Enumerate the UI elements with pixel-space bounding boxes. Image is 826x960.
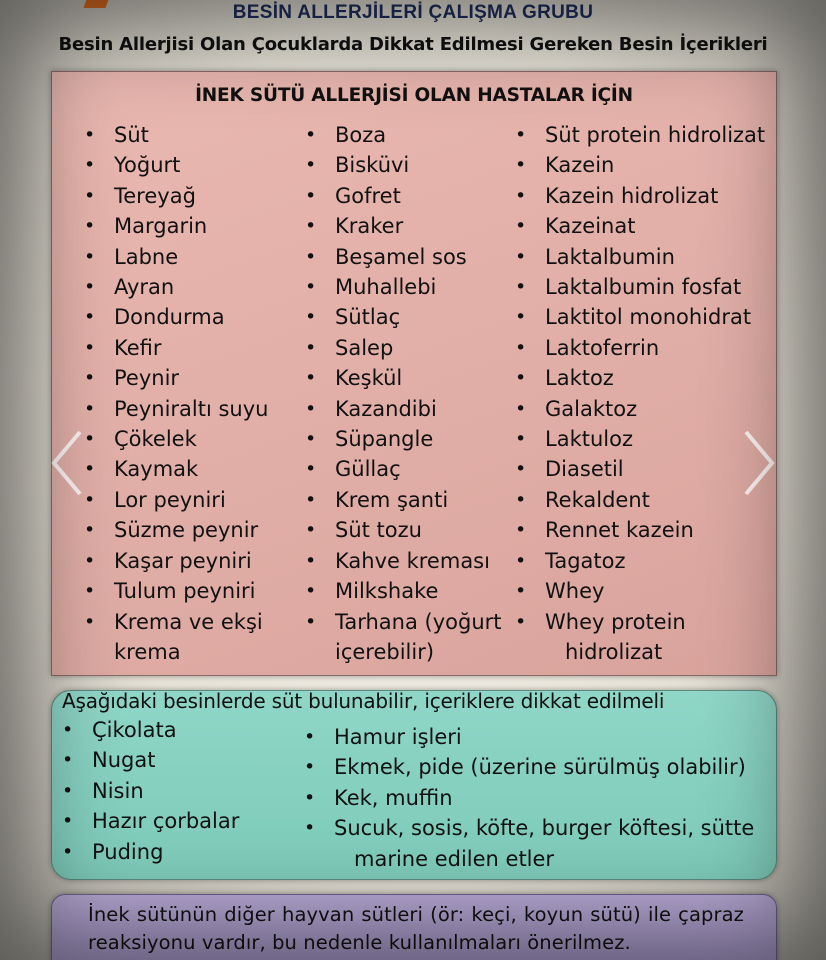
list-item: • Labne [84,242,268,272]
list-item: • Çikolata [62,715,239,745]
list-item: • Peyniraltı suyu [84,394,268,424]
list-item: • Nugat [62,745,239,775]
list-item: • Peynir [84,363,268,393]
list-item: • Kaymak [84,454,268,484]
list-item: • Çökelek [84,424,268,454]
list-item: • Tulum peyniri [84,576,268,606]
organization-title: BESİN ALLERJİLERİ ÇALIŞMA GRUBU [232,2,594,23]
list-item: • Laktalbumin [515,242,765,272]
list-item: • Kazeinat [515,211,765,241]
list-item: • Tereyağ [84,181,268,211]
list-item: • Krem şanti [305,485,502,515]
list-item: • Puding [62,837,239,867]
list-item: • Yoğurt [84,150,268,180]
panel-header: Aşağıdaki besinlerde süt bulunabilir, içeriklere dikkat edilmeli [62,689,665,713]
list-item: • Salep [305,333,502,363]
list-item: • Rekaldent [515,485,765,515]
chevron-left-icon[interactable] [48,428,88,498]
list-item: • Ayran [84,272,268,302]
list-item: • Kahve kreması [305,546,502,576]
list-item: • Milkshake [305,576,502,606]
food-list-column-2 [305,120,502,667]
list-item: • Sütlaç [305,302,502,332]
list-item: • Dondurma [84,302,268,332]
list-item: • Laktitol monohidrat [515,302,765,332]
list-item: • Ekmek, pide (üzerine sürülmüş olabilir) [304,752,754,782]
list-item: • Süpangle [305,424,502,454]
page-subtitle: Besin Allerjisi Olan Çocuklarda Dikkat Edilmesi Gereken Besin İçerikleri [58,34,768,55]
may-contain-milk-panel [51,690,777,880]
list-item: • Hazır çorbalar [62,806,239,836]
list-item: • Hamur işleri [304,722,754,752]
list-item: • Laktalbumin fosfat [515,272,765,302]
item-line: içerebilir) [335,639,435,664]
item-line: Krema ve ekşi [114,609,263,634]
panel-title: İNEK SÜTÜ ALLERJİSİ OLAN HASTALAR İÇİN [195,85,633,106]
item-line: marine edilen etler [354,846,555,871]
list-item [84,607,268,668]
list-item: • Lor peyniri [84,485,268,515]
cross-reaction-note-panel [51,894,777,960]
food-list-column-1 [84,120,268,667]
list-item: • Kefir [84,333,268,363]
item-line: Tarhana (yoğurt [335,609,502,634]
list-item: • Güllaç [305,454,502,484]
list-item: • Diasetil [515,454,765,484]
item-line: Sucuk, sosis, köfte, burger köftesi, sütte [334,816,755,841]
list-item: • Laktuloz [515,424,765,454]
list-item: • Laktoferrin [515,333,765,363]
list-item: • Beşamel sos [305,242,502,272]
item-line: Whey protein [545,609,686,634]
list-item: • Süt [84,120,268,150]
list-item: • Kaşar peyniri [84,546,268,576]
list-item: • Süzme peynir [84,515,268,545]
list-item: • Muhallebi [305,272,502,302]
list-item: • Gofret [305,181,502,211]
list-item: • Kraker [305,211,502,241]
item-line: hidrolizat [565,639,663,664]
may-contain-list-left [62,715,239,867]
list-item [515,607,765,668]
list-item: • Galaktoz [515,394,765,424]
food-list-column-3 [515,120,765,667]
list-item [304,813,754,874]
may-contain-list-right [304,722,754,874]
cross-reaction-note: İnek sütünün diğer hayvan sütleri (ör: keçi, koyun sütü) ile çapraz reaksiyonu vardır, bu nedenle kullanılmaları önerilmez. [88,903,744,954]
list-item: • Kazein hidrolizat [515,181,765,211]
chevron-right-icon[interactable] [738,428,778,498]
cow-milk-allergy-panel [51,71,777,676]
list-item: • Kek, muffin [304,783,754,813]
list-item: • Margarin [84,211,268,241]
list-item: • Süt protein hidrolizat [515,120,765,150]
list-item: • Kazein [515,150,765,180]
list-item: • Laktoz [515,363,765,393]
list-item: • Kazandibi [305,394,502,424]
item-line: krema [114,639,181,664]
list-item: • Nisin [62,776,239,806]
list-item: • Rennet kazein [515,515,765,545]
list-item: • Keşkül [305,363,502,393]
list-item: • Boza [305,120,502,150]
list-item: • Bisküvi [305,150,502,180]
list-item: • Süt tozu [305,515,502,545]
list-item [305,607,502,668]
list-item: • Tagatoz [515,546,765,576]
list-item: • Whey [515,576,765,606]
